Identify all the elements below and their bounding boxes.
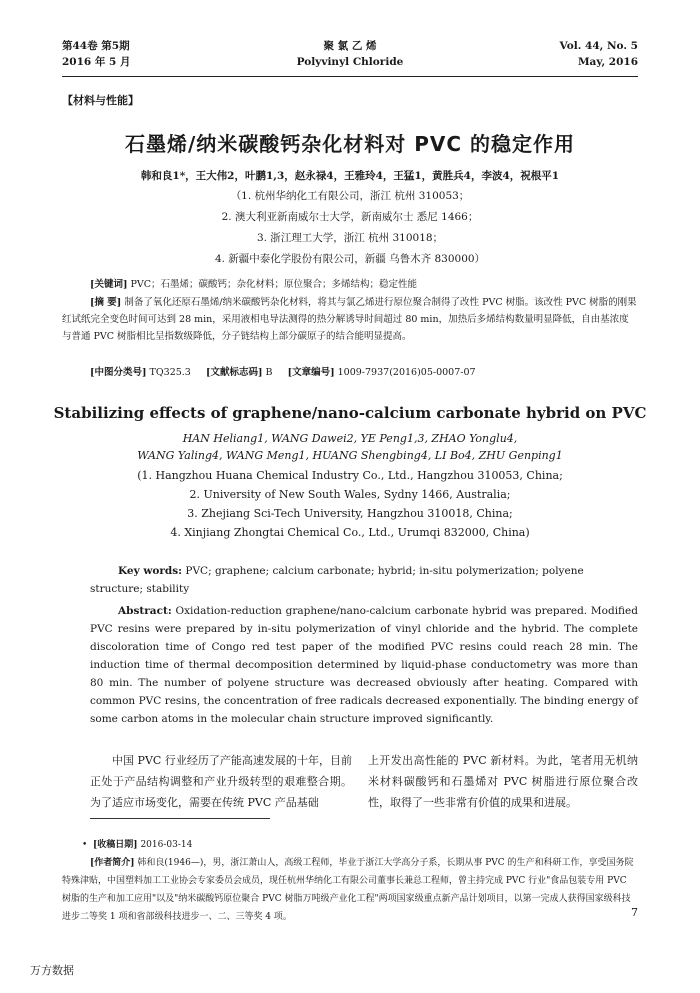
article-no-value: 1009-7937(2016)05-0007-07 bbox=[337, 367, 476, 378]
abstract-en: Oxidation-reduction graphene/nano-calcium carbonate hybrid was prepared. Modified PVC resins were prepared by in-situ polymerization of vinyl chloride and the hybrid. The complete discoloration time of Congo red test paper of the modified PVC resins could reach 28 min. The induction time of thermal decomposition determined by liquid-phase conductometry was more than 80 min. The number of polyene structure was decreased obviously after heating. Compared with common PVC resins, the concentration of free radicals decreased exponentially. The binding energy of some carbon atoms in the molecular chain structure improved significantly. bbox=[90, 605, 638, 725]
english-authors-line-2: WANG Yaling4, WANG Meng1, HUANG Shengbing4, LI Bo4, ZHU Genping1 bbox=[137, 449, 563, 462]
volume-issue: 第44卷 第5期 bbox=[62, 40, 130, 52]
received-line bbox=[62, 836, 638, 854]
journal-volume-header-en bbox=[560, 38, 638, 70]
keywords-label-en: Key words: bbox=[118, 565, 183, 577]
abstract-cn: 制备了氧化还原石墨烯/纳米碳酸钙杂化材料，将其与氯乙烯进行原位聚合制得了改性 PVC 树脂。该改性 PVC 树脂的刚果红试纸完全变色时间可达到 28 min，采用液相电导法测得的热分解诱导时间超过 80 min，加热后多烯结构数量明显降低，自由基浓度与普通 PVC 树脂相比呈指数级降低，分子链结构上部分碳原子的结合能明显提高。 bbox=[62, 297, 637, 342]
wanfang-watermark: 万方数据 bbox=[30, 964, 74, 977]
author-bio bbox=[62, 854, 638, 926]
journal-name-cn: 聚 氯 乙 烯 bbox=[323, 40, 377, 52]
class-value: TQ325.3 bbox=[149, 367, 191, 378]
doc-code-value: B bbox=[265, 367, 273, 378]
page-number: 7 bbox=[631, 906, 638, 919]
english-authors bbox=[0, 430, 700, 464]
publication-date: 2016 年 5 月 bbox=[62, 56, 131, 68]
affiliation-en-2: 2. University of New South Wales, Sydny 1466, Australia; bbox=[189, 488, 511, 501]
english-title: Stabilizing effects of graphene/nano-calcium carbonate hybrid on PVC bbox=[53, 404, 647, 422]
classification-line bbox=[90, 364, 638, 381]
doc-code-label: [文献标志码] bbox=[205, 367, 263, 378]
body-left-column bbox=[90, 750, 352, 813]
chinese-title: 石墨烯/纳米碳酸钙杂化材料对 PVC 的稳定作用 bbox=[124, 132, 576, 156]
header-divider bbox=[62, 76, 638, 77]
english-keywords bbox=[90, 562, 638, 598]
keywords-cn: PVC；石墨烯；碳酸钙；杂化材料；原位聚合；多烯结构；稳定性能 bbox=[130, 279, 418, 290]
received-date: 2016-03-14 bbox=[140, 840, 193, 850]
affiliation-cn-3: 3. 浙江理工大学，浙江 杭州 310018； bbox=[256, 232, 444, 244]
footnote bbox=[62, 836, 638, 926]
body-left-text: 中国 PVC 行业经历了产能高速发展的十年，目前正处于产品结构调整和产业升级转型的艰难整合期。为了适应市场变化，需要在传统 PVC 产品基础 bbox=[90, 754, 352, 809]
volume-issue-en: Vol. 44, No. 5 bbox=[559, 40, 638, 52]
english-affiliations bbox=[0, 466, 700, 542]
affiliation-cn-1: （1. 杭州华纳化工有限公司，浙江 杭州 310053； bbox=[230, 190, 470, 202]
keywords-en: PVC; graphene; calcium carbonate; hybrid; in-situ polymerization; polyene structure; stability bbox=[90, 565, 584, 595]
keywords-label-cn: [关键词] bbox=[90, 279, 128, 290]
abstract-label-en: Abstract: bbox=[118, 605, 172, 617]
author-bio-text: 韩和良(1946—)，男，浙江萧山人，高级工程师，毕业于浙江大学高分子系，长期从事 PVC 的生产和科研工作，享受国务院特殊津贴，中国塑料加工工业协会专家委员会成员，现任杭州华纳化工有限公司董事长兼总工程师，曾主持完成 PVC 行业"食品包装专用 PVC 树脂的生产和加工应用"以及"纳米碳酸钙原位聚合 PVC 树脂万吨级产业化工程"两项国家级重点新产品计划项目，以第一完成人获得国家级科技进步二等奖 1 项和省部级科技进步一、二、三等奖 4 项。 bbox=[62, 858, 634, 922]
journal-name-en: Polyvinyl Chloride bbox=[296, 56, 404, 68]
footnote-divider bbox=[90, 818, 270, 819]
body-right-column: 上开发出高性能的 PVC 新材料。为此，笔者用无机纳米材料碳酸钙和石墨烯对 PVC 树脂进行原位聚合改性，取得了一些非常有价值的成果和进展。 bbox=[368, 754, 638, 809]
publication-date-en: May, 2016 bbox=[577, 56, 638, 68]
affiliation-en-3: 3. Zhejiang Sci-Tech University, Hangzhou 310018, China; bbox=[187, 507, 513, 520]
english-authors-line-1: HAN Heliang1, WANG Dawei2, YE Peng1,3, ZHAO Yonglu4, bbox=[182, 432, 518, 445]
received-label: [收稿日期] bbox=[93, 840, 138, 850]
section-tag: 【材料与性能】 bbox=[62, 94, 139, 107]
chinese-keywords bbox=[90, 276, 638, 293]
article-no-label: [文章编号] bbox=[287, 367, 335, 378]
affiliation-en-4: 4. Xinjiang Zhongtai Chemical Co., Ltd., Urumqi 832000, China) bbox=[170, 526, 530, 539]
author-bio-label: [作者简介] bbox=[90, 858, 135, 868]
affiliation-en-1: (1. Hangzhou Huana Chemical Industry Co., Ltd., Hangzhou 310053, China; bbox=[137, 469, 563, 482]
abstract-label-cn: [摘 要] bbox=[90, 297, 122, 308]
class-label: [中图分类号] bbox=[90, 367, 147, 378]
affiliation-cn-4: 4. 新疆中泰化学股份有限公司，新疆 乌鲁木齐 830000） bbox=[214, 253, 486, 265]
chinese-affiliations bbox=[0, 186, 700, 270]
english-abstract bbox=[90, 602, 638, 728]
chinese-abstract bbox=[62, 294, 638, 345]
chinese-authors: 韩和良1*，王大伟2，叶鹏1,3，赵永禄4，王雅玲4，王猛1，黄胜兵4，李波4，祝根平1 bbox=[140, 170, 560, 182]
affiliation-cn-2: 2. 澳大利亚新南威尔士大学，新南威尔士 悉尼 1466； bbox=[221, 211, 479, 223]
footnote-bullet: • bbox=[82, 840, 88, 850]
